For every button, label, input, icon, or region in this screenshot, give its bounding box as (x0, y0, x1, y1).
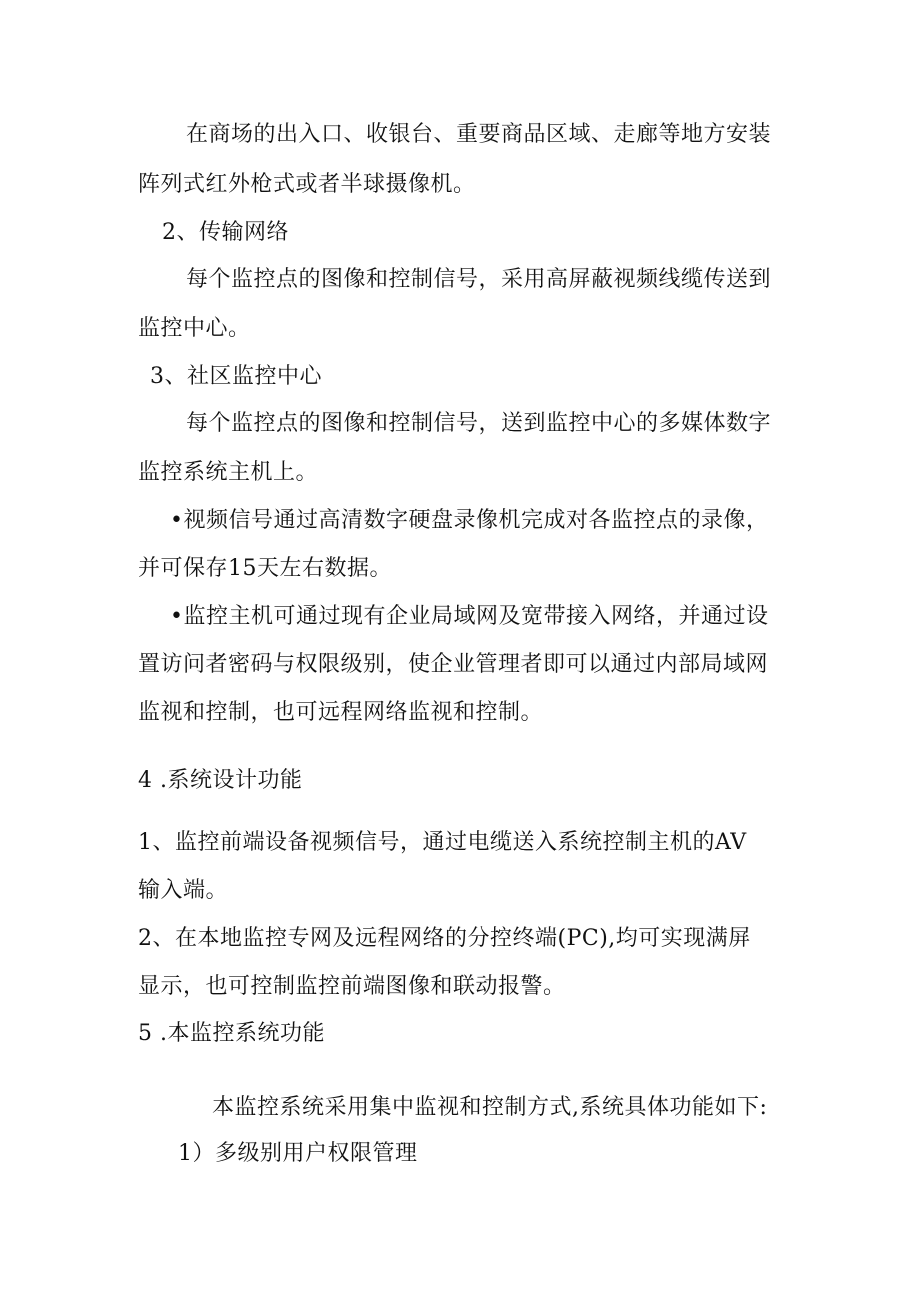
paragraph-line: 2、在本地监控专网及远程网络的分控终端(PC),均可实现满屏 (138, 926, 751, 951)
bullet-line: •视频信号通过高清数字硬盘录像机完成对各监控点的录像， (170, 508, 769, 533)
paragraph-line: 在商场的出入口、收银台、重要商品区域、走廊等地方安装 (186, 122, 772, 147)
section-heading: 3、社区监控中心 (150, 364, 322, 389)
paragraph-line: 监控中心。 (138, 316, 251, 341)
paragraph-line: 输入端。 (138, 878, 229, 903)
paragraph-line: 并可保存15天左右数据。 (138, 556, 392, 581)
paragraph-line: 显示，也可控制监控前端图像和联动报警。 (138, 974, 566, 999)
paragraph-line: 本监控系统采用集中监视和控制方式,系统具体功能如下: (212, 1095, 768, 1120)
paragraph-line: 监控系统主机上。 (138, 460, 319, 485)
paragraph-line: 阵列式红外枪式或者半球摄像机。 (138, 172, 476, 197)
section-heading: 5 .本监控系统功能 (138, 1021, 325, 1046)
paragraph-line: 每个监控点的图像和控制信号，送到监控中心的多媒体数字 (186, 411, 772, 436)
section-heading: 2、传输网络 (162, 220, 289, 245)
list-item: 1）多级别用户权限管理 (178, 1141, 418, 1166)
paragraph-line: 监视和控制，也可远程网络监视和控制。 (138, 700, 544, 725)
paragraph-line: 每个监控点的图像和控制信号，采用高屏蔽视频线缆传送到 (186, 267, 772, 292)
bullet-line: •监控主机可通过现有企业局域网及宽带接入网络，并通过设 (170, 604, 769, 629)
section-heading: 4 .系统设计功能 (138, 768, 303, 793)
paragraph-line: 1、监控前端设备视频信号，通过电缆送入系统控制主机的AV (138, 830, 747, 855)
paragraph-line: 置访问者密码与权限级别，使企业管理者即可以通过内部局域网 (138, 652, 769, 677)
